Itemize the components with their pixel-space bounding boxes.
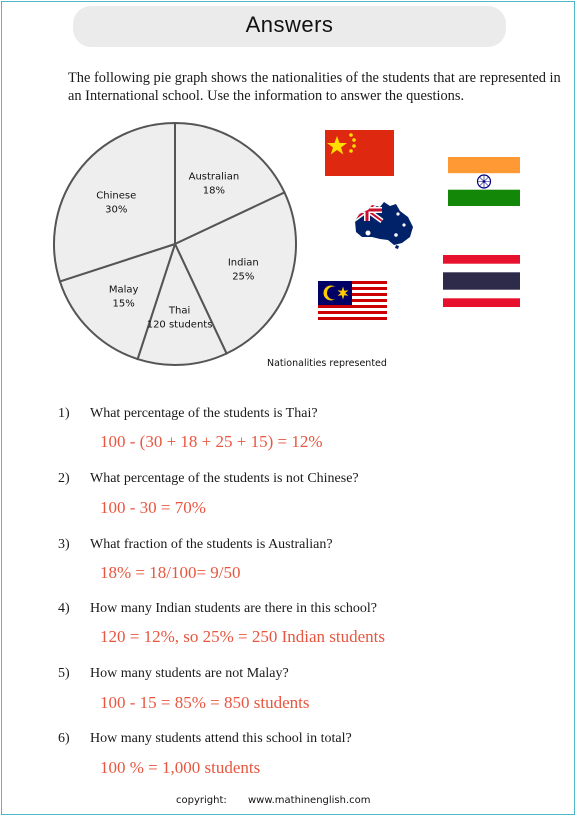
pie-label-malay: Malay [108,284,139,296]
page-title: Answers [245,12,334,37]
malaysia-flag-icon [318,281,387,323]
answer-text: 100 % = 1,000 students [100,758,261,777]
thailand-flag-icon [443,255,520,307]
question-number: 5) [58,666,70,681]
answer-text: 100 - (30 + 18 + 25 + 15) = 12% [100,432,323,451]
intro-text: The following pie graph shows the nationalities of the students that are represented in an International school. Use the information to answer the questions. [68,70,561,104]
question-number: 3) [58,537,70,552]
pie-value-chinese: 30% [105,204,128,216]
pie-value-indian: 25% [232,271,255,283]
pie-label-australian: Australian [188,171,240,183]
question-text: How many students attend this school in total? [90,731,352,746]
question-number: 4) [58,601,70,616]
answer-text: 100 - 15 = 85% = 850 students [100,693,310,712]
question-text: How many students are not Malay? [90,666,289,681]
question-number: 2) [58,471,70,486]
india-flag-icon [448,157,520,206]
answer-text: 120 = 12%, so 25% = 250 Indian students [100,627,386,646]
question-number: 1) [58,406,70,421]
china-flag-icon [325,130,394,176]
australia-map-flag-icon [352,199,416,249]
pie-value-thai: 120 students [146,319,213,331]
question-text: How many Indian students are there in this school? [90,601,377,616]
chart-caption: Nationalities represented [267,358,387,369]
pie-label-indian: Indian [227,257,259,269]
pie-value-malay: 15% [112,298,135,310]
pie-label-chinese: Chinese [96,190,137,202]
copyright-label: copyright: [176,795,227,806]
answer-text: 18% = 18/100= 9/50 [100,563,241,582]
question-text: What percentage of the students is Thai? [90,406,318,421]
question-number: 6) [58,731,70,746]
website-link[interactable]: www.mathinenglish.com [248,795,371,806]
nationalities-pie-chart [52,121,298,367]
pie-value-australian: 18% [202,185,226,197]
question-text: What fraction of the students is Australian? [90,537,333,552]
answer-text: 100 - 30 = 70% [100,498,206,517]
pie-label-thai: Thai [168,305,191,317]
question-text: What percentage of the students is not Chinese? [90,471,359,486]
